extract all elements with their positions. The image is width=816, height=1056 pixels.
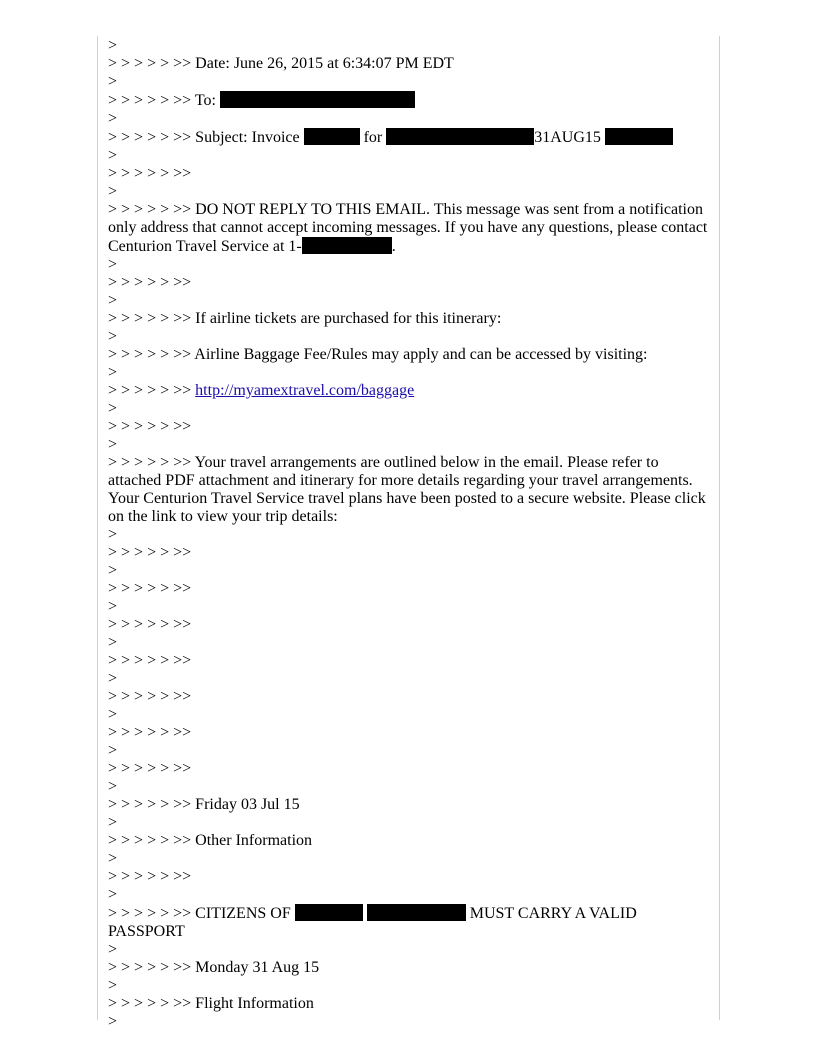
date-text: Date: June 26, 2015 at 6:34:07 PM EDT — [191, 55, 454, 72]
redacted-block — [605, 128, 673, 145]
quote-line: > — [108, 526, 118, 543]
prefix-line: > > > > > >> — [108, 616, 192, 633]
quote-line: > — [108, 742, 118, 759]
quote-line: > — [108, 670, 118, 687]
quote-line: > — [108, 436, 118, 453]
quote-line: > — [108, 73, 118, 90]
quote-line: > — [108, 977, 118, 994]
prefix-line: > > > > > >> — [108, 274, 192, 291]
passport-line: > > > > > >> CITIZENS OF MUST CARRY A VALID PASSPORT — [108, 905, 637, 940]
redacted-block — [367, 904, 466, 921]
notice-text: DO NOT REPLY TO THIS EMAIL. This message was sent from a notification only address that cannot accept incoming messages. If you have any questions, please contact Centurion Travel Service at 1- — [108, 201, 708, 255]
date-line: > > > > > >> Date: June 26, 2015 at 6:34:07 PM EDT — [108, 55, 454, 72]
subject-line: > > > > > >> Subject: Invoice for 31AUG15 — [108, 128, 713, 147]
quote-line: > — [108, 400, 118, 417]
baggage-link-line: > > > > > >> http://myamextravel.com/baggage — [108, 382, 415, 399]
quote-line: > — [108, 598, 118, 615]
quote-line: > — [108, 778, 118, 795]
notice-paragraph: > > > > > >> DO NOT REPLY TO THIS EMAIL. This message was sent from a notification only address that cannot accept incoming messages. If you have any questions, please contact Centurion Travel Service at 1- . — [108, 201, 708, 255]
quote-line: > — [108, 850, 118, 867]
quote-line: > — [108, 364, 118, 381]
prefix-line: > > > > > >> — [108, 868, 192, 885]
quote-line: > — [108, 1013, 118, 1030]
other-info-line: > > > > > >> Other Information — [108, 832, 313, 849]
redacted-block — [295, 904, 363, 921]
quote-line: > — [108, 37, 118, 54]
monday-date-line: > > > > > >> Monday 31 Aug 15 — [108, 959, 320, 976]
quote-line: > — [108, 256, 118, 273]
quote-line: > — [108, 562, 118, 579]
redacted-block — [302, 237, 392, 254]
quote-line: > — [108, 941, 118, 958]
subject-label: Subject: Invoice — [191, 129, 304, 146]
to-label: To: — [191, 92, 220, 109]
left-border — [97, 36, 98, 1020]
quote-line: > — [108, 634, 118, 651]
prefix-line: > > > > > >> — [108, 418, 192, 435]
prefix-line: > > > > > >> — [108, 760, 192, 777]
prefix-line: > > > > > >> — [108, 544, 192, 561]
baggage-line: > > > > > >> Airline Baggage Fee/Rules may apply and can be accessed by visiting: — [108, 346, 648, 363]
quote-line: > — [108, 328, 118, 345]
prefix-line: > > > > > >> — [108, 652, 192, 669]
quote-line: > — [108, 183, 118, 200]
right-border — [719, 36, 720, 1020]
quote-line: > — [108, 886, 118, 903]
redacted-block — [304, 128, 360, 145]
prefix-line: > > > > > >> — [108, 580, 192, 597]
prefix-line: > > > > > >> — [108, 724, 192, 741]
friday-date-line: > > > > > >> Friday 03 Jul 15 — [108, 796, 300, 813]
arrangements-paragraph: > > > > > >> Your travel arrangements are outlined below in the email. Please refer to attached PDF attachment and itinerary for more details regarding your travel arrangements. Your Centurion Travel Service travel plans have been posted to a secure website. Please click on the link to view your trip details: — [108, 454, 706, 525]
prefix-line: > > > > > >> — [108, 688, 192, 705]
flight-info-line: > > > > > >> Flight Information — [108, 995, 314, 1012]
to-line: > > > > > >> To: — [108, 91, 713, 110]
baggage-link[interactable]: http://myamextravel.com/baggage — [195, 382, 415, 399]
prefix-line: > > > > > >> — [108, 165, 192, 182]
tickets-line: > > > > > >> If airline tickets are purchased for this itinerary: — [108, 310, 502, 327]
quote-line: > — [108, 706, 118, 723]
redacted-block — [386, 128, 534, 145]
quote-line: > — [108, 814, 118, 831]
redacted-block — [220, 91, 415, 108]
email-body — [108, 37, 713, 1031]
quote-line: > — [108, 147, 118, 164]
quote-line: > — [108, 292, 118, 309]
quote-line: > — [108, 110, 118, 127]
